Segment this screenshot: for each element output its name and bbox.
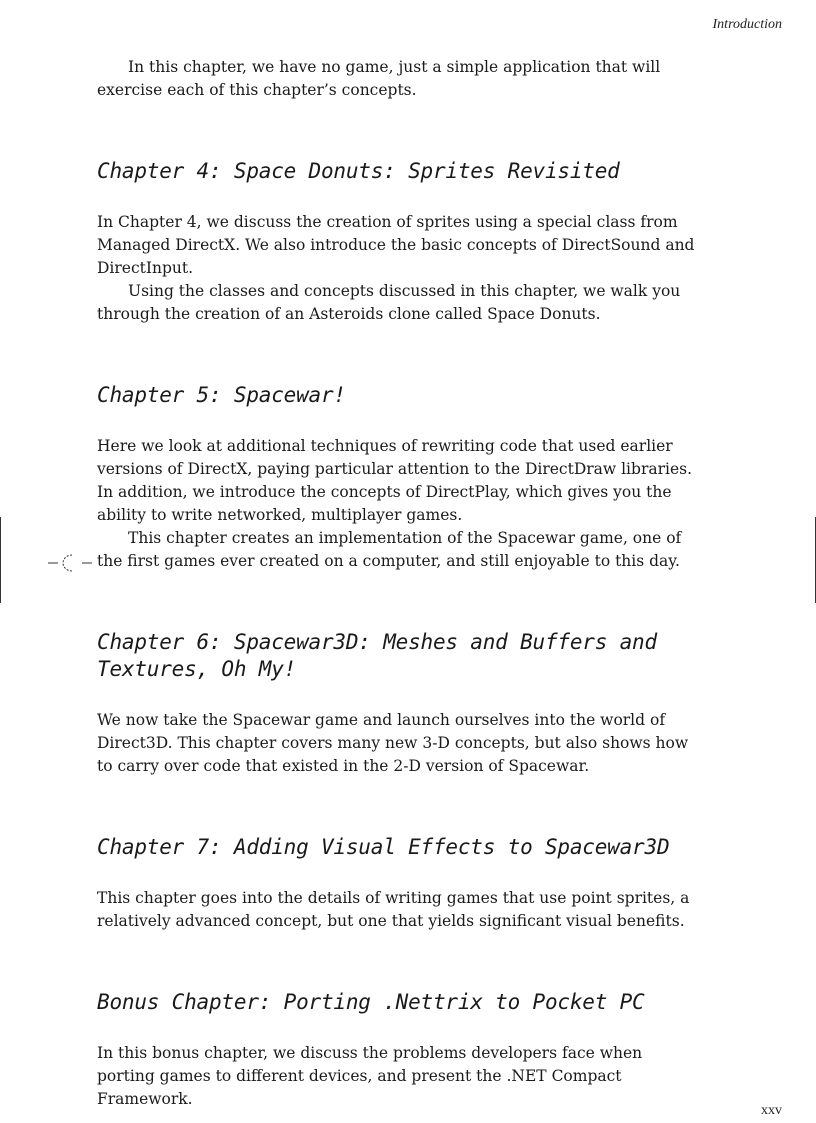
section-paragraph: Using the classes and concepts discussed in this chapter, we walk you through the creation of an Asteroids clone called Space Donuts. — [97, 282, 681, 323]
registration-mark-icon — [48, 551, 92, 575]
section-heading: Bonus Chapter: Porting .Nettrix to Pocket PC — [97, 990, 645, 1014]
section-paragraph: Here we look at additional techniques of rewriting code that used earlier versions of DirectX, paying particular attention to the DirectDraw libraries. In addition, we introduce the concepts of DirectPlay, which gives you the ability to write networked, multiplayer games. — [97, 437, 693, 524]
running-head: Introduction — [712, 17, 782, 32]
crop-mark-left — [0, 517, 1, 603]
section-paragraph: In this bonus chapter, we discuss the problems developers face when porting games to different devices, and present the .NET Compact Framework. — [97, 1044, 643, 1108]
section-heading: Chapter 6: Spacewar3D: Meshes and Buffers and Textures, Oh My! — [97, 630, 657, 681]
section-paragraph: This chapter creates an implementation of the Spacewar game, one of the first games ever created on a computer, and still enjoyable to this day. — [97, 529, 682, 570]
page-body — [97, 56, 703, 1111]
section-heading: Chapter 5: Spacewar! — [97, 383, 346, 407]
section-heading: Chapter 4: Space Donuts: Sprites Revisited — [97, 159, 620, 183]
section-heading: Chapter 7: Adding Visual Effects to Spacewar3D — [97, 835, 670, 859]
section-chapter-6 — [97, 573, 703, 778]
section-chapter-5 — [97, 326, 703, 573]
section-bonus-chapter — [97, 933, 703, 1111]
section-chapter-4 — [97, 102, 703, 326]
section-chapter-7 — [97, 778, 703, 933]
section-paragraph: We now take the Spacewar game and launch ourselves into the world of Direct3D. This chapter covers many new 3-D concepts, but also shows how to carry over code that existed in the 2-D version of Spacewar. — [97, 711, 689, 775]
intro-paragraph: In this chapter, we have no game, just a simple application that will exercise each of this chapter’s concepts. — [97, 58, 661, 99]
section-paragraph: In Chapter 4, we discuss the creation of sprites using a special class from Managed DirectX. We also introduce the basic concepts of DirectSound and DirectInput. — [97, 213, 695, 277]
section-paragraph: This chapter goes into the details of writing games that use point sprites, a relatively advanced concept, but one that yields significant visual benefits. — [97, 889, 690, 930]
page-number: xxv — [761, 1103, 782, 1118]
